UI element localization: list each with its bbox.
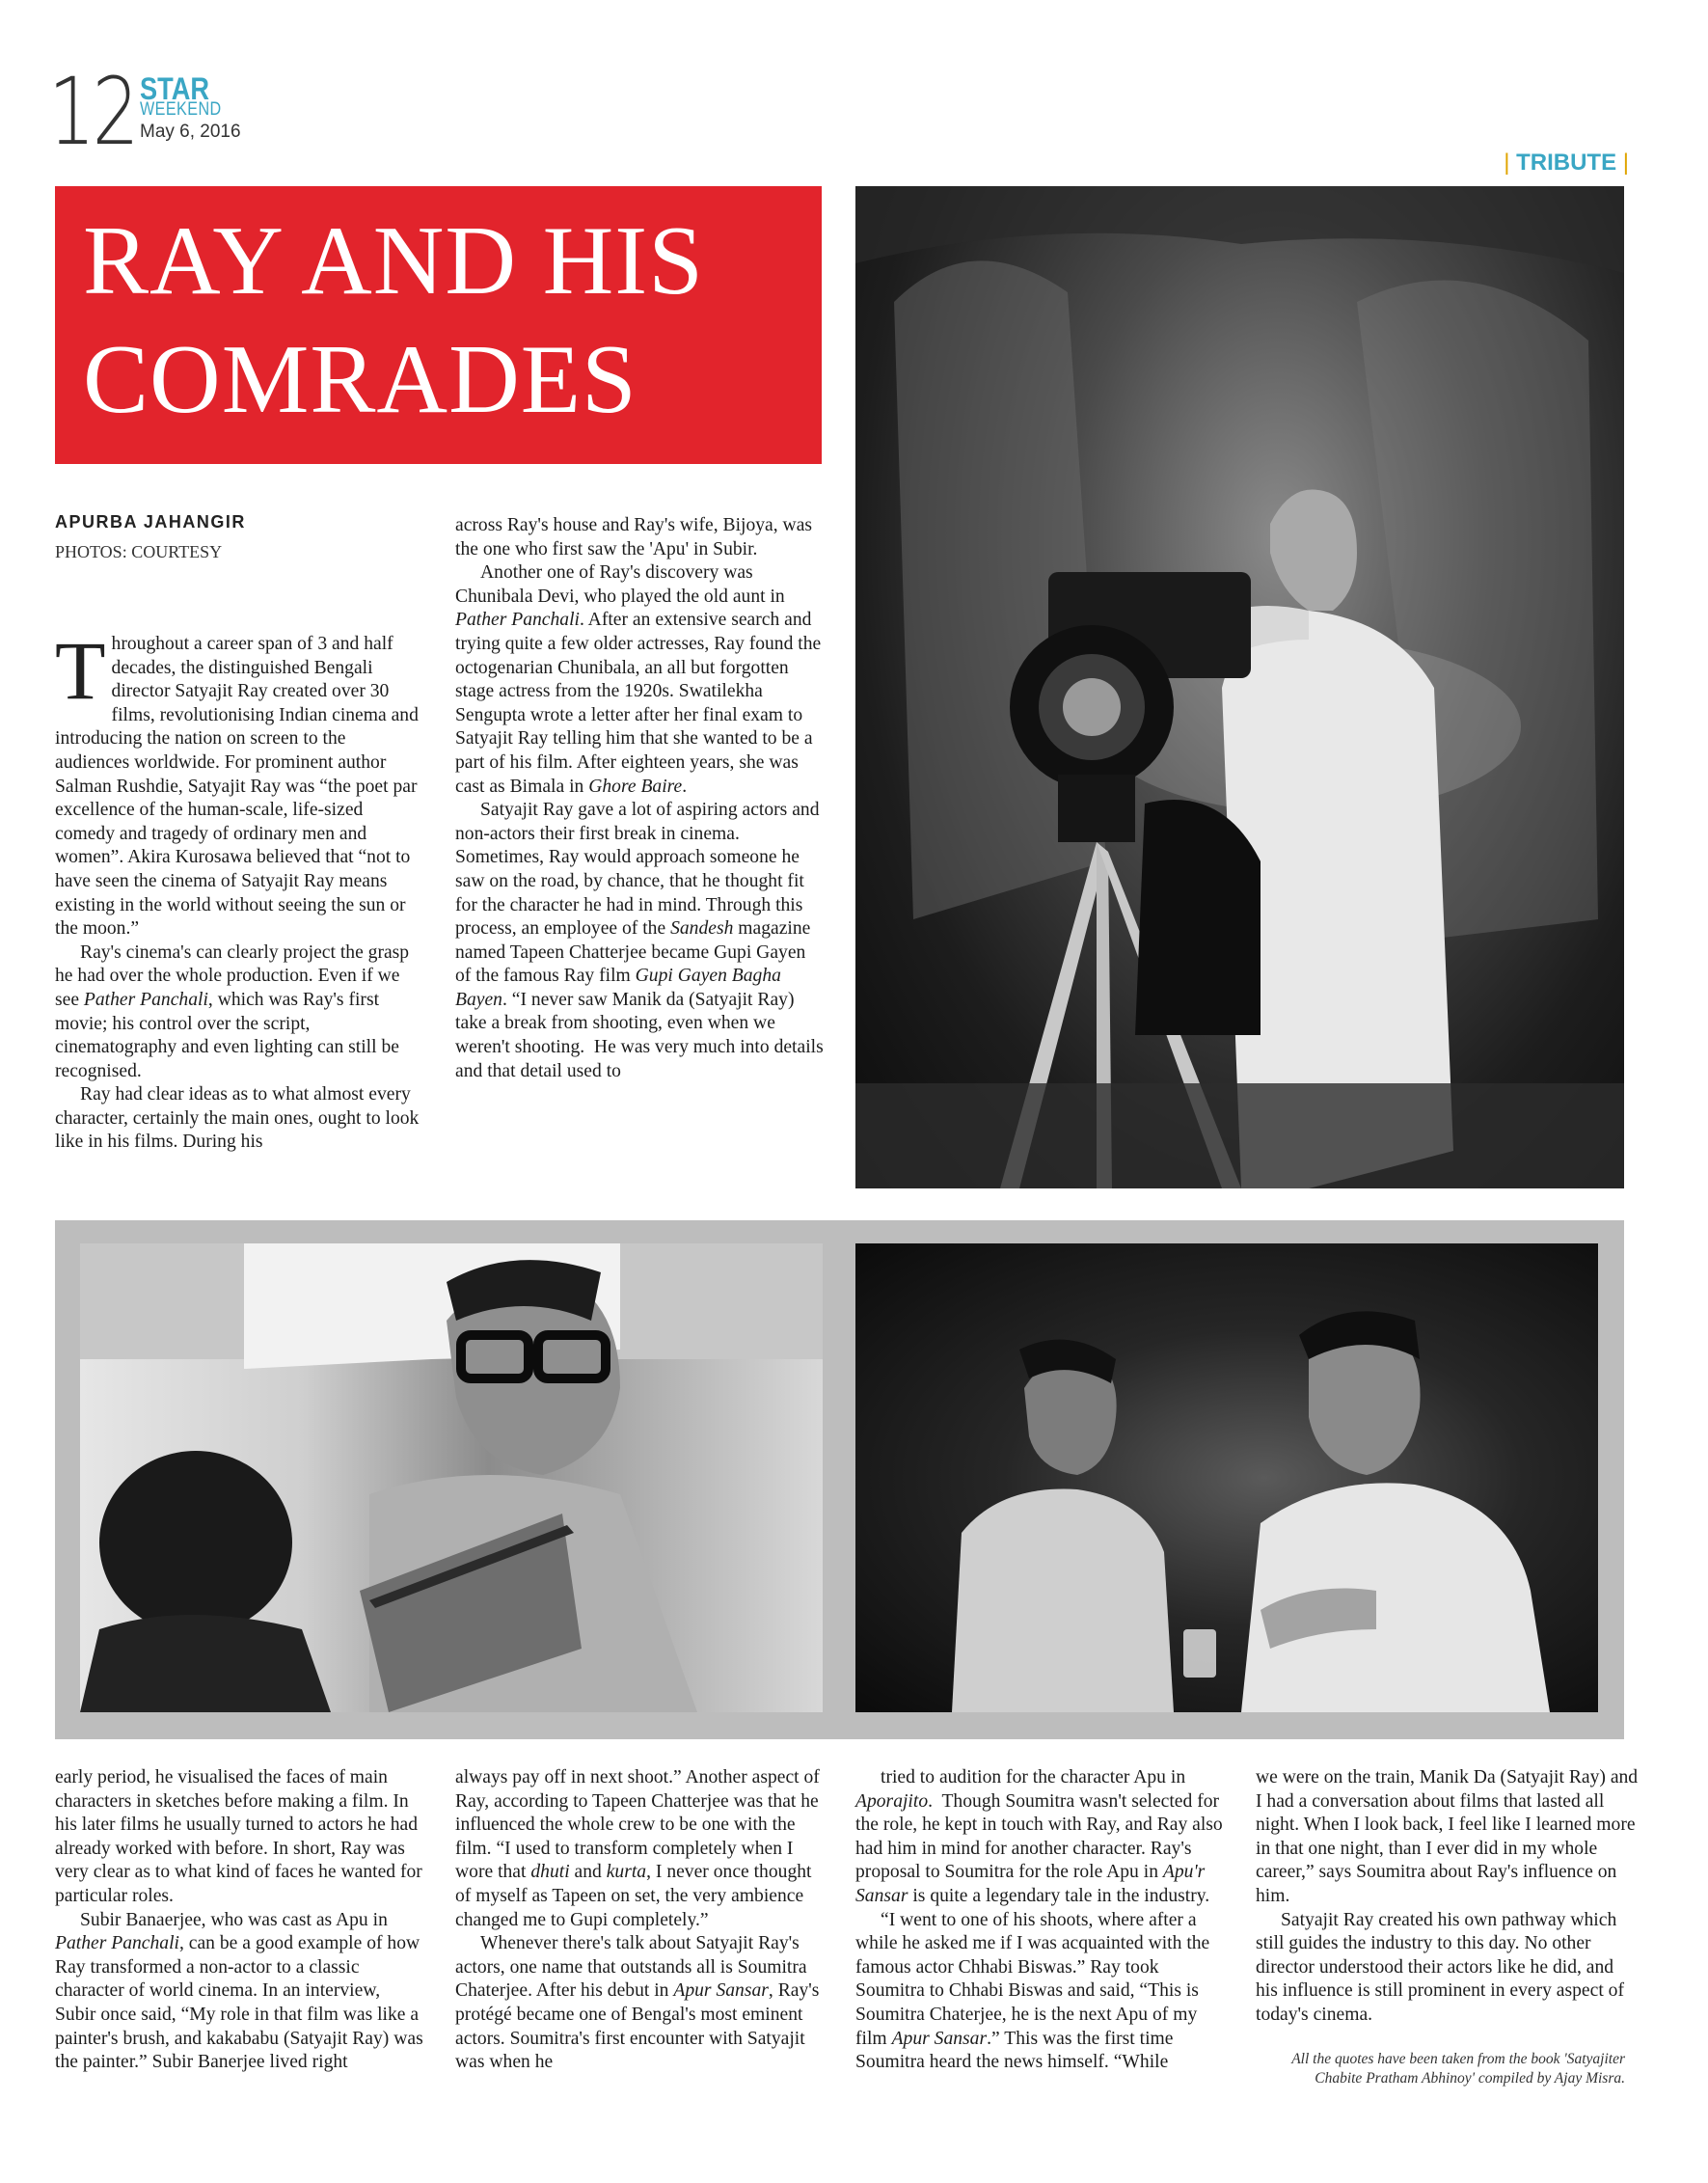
paragraph: Subir Banaerjee, who was cast as Apu in Pather Panchali, can be a good example of how Ray transformed a non-actor to a classic character of world cinema. In an interview, Subir once said, “My role in that film was like a painter's brush, and kakababu (Satyajit Ray) was the painter.” Subir Banerjee lived right — [55, 1909, 423, 2073]
headline-line-1: RAY AND HIS — [83, 206, 704, 315]
paragraph: Satyajit Ray gave a lot of aspiring actors and non-actors their first break in cinema. Sometimes, Ray would approach someone he saw on the road, by chance, that he thought fit for the character he had in mind. Through this process, an employee of the Sandesh magazine named Tapeen Chatterjee became Gupi Gayen of the famous Ray film Gupi Gayen Bagha Bayen. “I never saw Manik da (Satyajit Ray) take a break from shooting, even when we weren't shooting. He was very much into details and that detail used to — [455, 800, 824, 1081]
page-number: 12 — [48, 58, 137, 166]
headline-line-2: COMRADES — [83, 325, 637, 434]
section-divider: | — [1504, 150, 1517, 176]
section-label — [1504, 149, 1629, 177]
photo-illustration — [855, 1243, 1598, 1712]
photo-ray-with-child-actor — [80, 1243, 823, 1712]
section-divider: | — [1616, 150, 1629, 176]
paragraph: “I went to one of his shoots, where after a while he asked me if I was acquainted with the famous actor Chhabi Biswas.” Ray took Soumitra to Chhabi Biswas and said, “This is Soumitra Chaterjee, he is the next Apu of my film Apur Sansar.” This was the first time Soumitra heard the news himself. “While — [855, 1909, 1210, 2073]
paragraph: Another one of Ray's discovery was Chunibala Devi, who played the old aunt in Pather Panchali. After an extensive search and trying quite a few older actresses, Ray found the octogenarian Chunibala, an all but forgotten stage actress from the 1920s. Swatilekha Sengupta wrote a letter after her final exam to Satyajit Ray telling him that she wanted to be a part of his film. After eighteen years, she was cast as Bimala in Ghore Baire. — [455, 562, 822, 797]
paragraph: always pay off in next shoot.” Another aspect of Ray, according to Tapeen Chatterjee was that he influenced the whole crew to be one with the film. “I used to transform completely when I wore that dhuti and kurta, I never once thought of myself as Tapeen on set, the very ambience changed me to Gupi completely.” — [455, 1767, 820, 1930]
article-column-6 — [1256, 1766, 1640, 2028]
article-column-3 — [55, 1766, 424, 2075]
article-column-1 — [55, 624, 424, 1155]
paragraph: Ray's cinema's can clearly project the grasp he had over the whole production. Even if we see Pather Panchali, which was Ray's first movie; his control over the script, cinematography and even lighting can still be recognised. — [55, 941, 410, 1081]
footnote: All the quotes have been taken from the book 'Satyajiter Chabite Pratham Abhinoy' compiled by Ajay Misra. — [1291, 2051, 1625, 2087]
byline: APURBA JAHANGIR — [55, 512, 246, 532]
paragraph — [55, 624, 424, 941]
paragraph: Satyajit Ray created his own pathway which still guides the industry to this day. No other director understood their actors like he did, and his influence is still prominent in every aspect of today's cinema. — [1256, 1909, 1624, 2025]
paragraph: across Ray's house and Ray's wife, Bijoya, was the one who first saw the 'Apu' in Subir. — [455, 515, 813, 559]
drop-cap: T — [55, 624, 106, 717]
brand-logo-star: STAR — [140, 71, 210, 106]
article-column-5 — [855, 1766, 1225, 2075]
headline — [83, 202, 816, 439]
photo-illustration — [80, 1243, 823, 1712]
paragraph-text: hroughout a career span of 3 and half decades, the distinguished Bengali director Satyajit Ray created over 30 films, revolutionising Indian cinema and introducing the nation on screen to the audiences worldwide. For prominent author Salman Rushdie, Satyajit Ray was “the poet par excellence of the human-scale, life-sized comedy and tragedy of ordinary men and women”. Akira Kurosawa believed that “not to have seen the cinema of Satyajit Ray means existing in the world without seeing the sun or the moon.” — [55, 634, 419, 940]
section-title: TRIBUTE — [1516, 150, 1617, 176]
article-column-2 — [455, 514, 825, 1083]
paragraph: Ray had clear ideas as to what almost every character, certainly the main ones, ought to look like in his films. During his — [55, 1084, 420, 1153]
paragraph: Whenever there's talk about Satyajit Ray's actors, one name that outstands all is Soumitra Chaterjee. After his debut in Apur Sansar, Ray's protégé became one of Bengal's most eminent actors. Soumitra's first encounter with Satyajit was when he — [455, 1933, 820, 2073]
paragraph: early period, he visualised the faces of main characters in sketches before making a film. In his later films he usually turned to actors he had already worked with before. In short, Ray was very clear as to what kind of faces he wanted for particular roles. — [55, 1767, 422, 1906]
photo-credit: PHOTOS: COURTESY — [55, 542, 223, 561]
photo-illustration — [855, 186, 1624, 1188]
article-column-4 — [455, 1766, 825, 2075]
photo-satyajit-ray-with-camera — [855, 186, 1624, 1188]
photo-ray-with-soumitra — [855, 1243, 1598, 1712]
issue-date: May 6, 2016 — [140, 122, 241, 142]
paragraph: tried to audition for the character Apu in Aporajito. Though Soumitra wasn't selected for the role, he kept in touch with Ray, and Ray also had him in mind for another character. Ray's proposal to Soumitra for the role Apu in Apu'r Sansar is quite a legendary tale in the industry. — [855, 1767, 1223, 1906]
paragraph: we were on the train, Manik Da (Satyajit Ray) and I had a conversation about films that lasted all night. When I look back, I feel like I learned more in that one night, than I ever did in my whole career,” says Soumitra about Ray's influence on him. — [1256, 1767, 1639, 1906]
brand-logo-weekend: WEEKEND — [140, 99, 222, 120]
